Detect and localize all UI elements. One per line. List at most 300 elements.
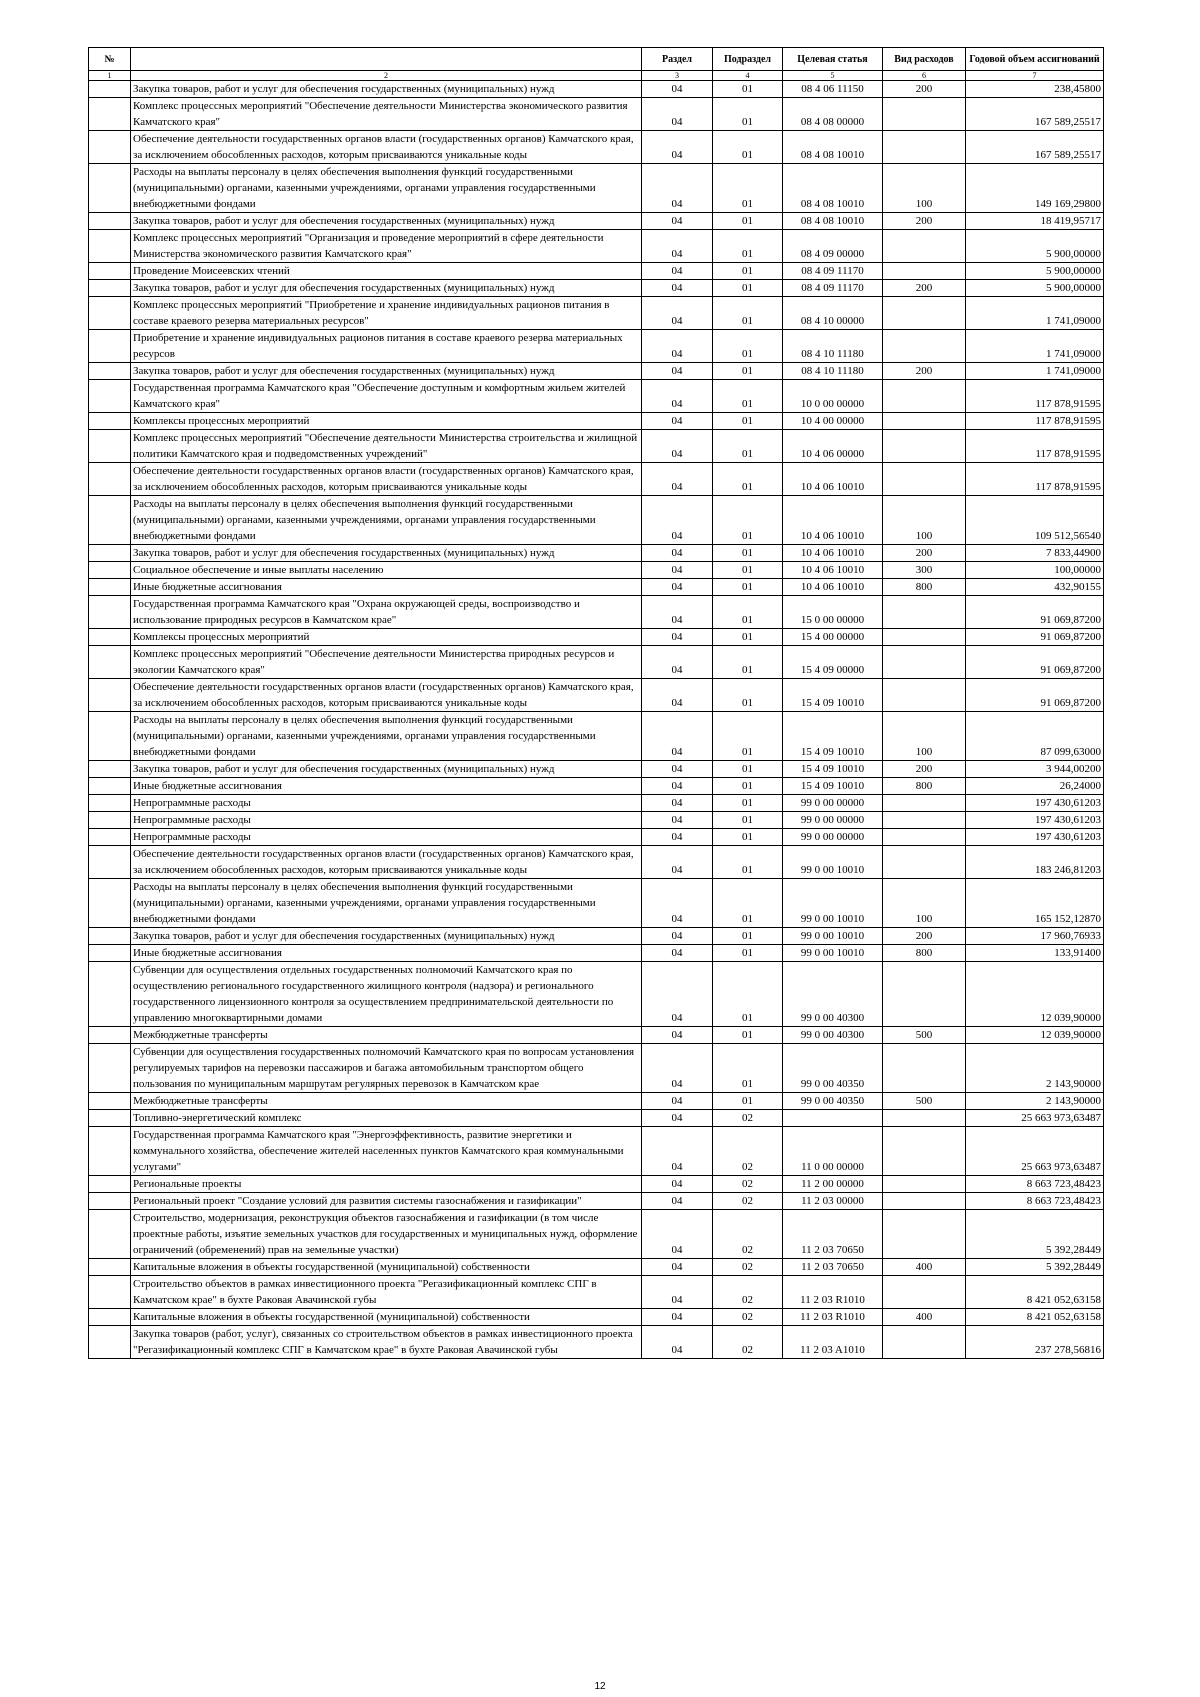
row-number-cell bbox=[89, 1193, 131, 1210]
row-subsection-cell: 01 bbox=[713, 263, 783, 280]
row-number-cell bbox=[89, 962, 131, 1027]
row-amount-cell: 8 663 723,48423 bbox=[966, 1176, 1104, 1193]
row-amount-cell: 109 512,56540 bbox=[966, 496, 1104, 545]
row-target-article-cell: 99 0 00 10010 bbox=[783, 928, 883, 945]
row-name-cell: Закупка товаров (работ, услуг), связанных со строительством объектов в рамках инвестиционного проекта "Регазификационный комплекс СПГ в Камчатском крае" в бухте Раковая Авачинской губы bbox=[131, 1326, 642, 1359]
row-subsection-cell: 02 bbox=[713, 1309, 783, 1326]
table-row bbox=[89, 263, 1104, 280]
row-subsection-cell: 01 bbox=[713, 81, 783, 98]
row-number-cell bbox=[89, 131, 131, 164]
row-number-cell bbox=[89, 1210, 131, 1259]
row-expense-type-cell bbox=[883, 829, 966, 846]
row-subsection-cell: 01 bbox=[713, 164, 783, 213]
row-name-cell: Приобретение и хранение индивидуальных рационов питания в составе краевого резерва материальных ресурсов bbox=[131, 330, 642, 363]
table-row bbox=[89, 1210, 1104, 1259]
row-number-cell bbox=[89, 297, 131, 330]
row-number-cell bbox=[89, 846, 131, 879]
row-name-cell: Строительство, модернизация, реконструкция объектов газоснабжения и газификации (в том числе проектные работы, изъятие земельных участков для государственных и муниципальных нужд, оформление ограничений (обременений) прав на земельные участки) bbox=[131, 1210, 642, 1259]
row-number-cell bbox=[89, 579, 131, 596]
row-section-cell: 04 bbox=[642, 230, 713, 263]
row-expense-type-cell bbox=[883, 380, 966, 413]
row-section-cell: 04 bbox=[642, 1110, 713, 1127]
row-subsection-cell: 02 bbox=[713, 1276, 783, 1309]
row-target-article-cell: 10 4 06 10010 bbox=[783, 545, 883, 562]
row-amount-cell: 18 419,95717 bbox=[966, 213, 1104, 230]
row-target-article-cell: 99 0 00 00000 bbox=[783, 795, 883, 812]
row-number-cell bbox=[89, 945, 131, 962]
row-subsection-cell: 01 bbox=[713, 213, 783, 230]
row-section-cell: 04 bbox=[642, 945, 713, 962]
row-amount-cell: 25 663 973,63487 bbox=[966, 1110, 1104, 1127]
row-subsection-cell: 02 bbox=[713, 1326, 783, 1359]
row-amount-cell: 5 900,00000 bbox=[966, 263, 1104, 280]
row-subsection-cell: 01 bbox=[713, 829, 783, 846]
row-amount-cell: 117 878,91595 bbox=[966, 463, 1104, 496]
table-row bbox=[89, 413, 1104, 430]
table-row bbox=[89, 280, 1104, 297]
row-amount-cell: 197 430,61203 bbox=[966, 812, 1104, 829]
row-amount-cell: 5 900,00000 bbox=[966, 280, 1104, 297]
row-section-cell: 04 bbox=[642, 297, 713, 330]
row-amount-cell: 117 878,91595 bbox=[966, 380, 1104, 413]
row-amount-cell: 8 663 723,48423 bbox=[966, 1193, 1104, 1210]
row-name-cell: Региональный проект "Создание условий для развития системы газоснабжения и газификации" bbox=[131, 1193, 642, 1210]
table-row bbox=[89, 879, 1104, 928]
row-target-article-cell: 15 4 09 00000 bbox=[783, 646, 883, 679]
table-row bbox=[89, 380, 1104, 413]
row-section-cell: 04 bbox=[642, 928, 713, 945]
table-row bbox=[89, 679, 1104, 712]
row-amount-cell: 91 069,87200 bbox=[966, 629, 1104, 646]
row-number-cell bbox=[89, 596, 131, 629]
row-subsection-cell: 01 bbox=[713, 562, 783, 579]
row-section-cell: 04 bbox=[642, 98, 713, 131]
row-target-article-cell: 10 4 06 10010 bbox=[783, 496, 883, 545]
row-section-cell: 04 bbox=[642, 879, 713, 928]
row-expense-type-cell: 300 bbox=[883, 562, 966, 579]
row-number-cell bbox=[89, 1259, 131, 1276]
row-name-cell: Иные бюджетные ассигнования bbox=[131, 945, 642, 962]
row-expense-type-cell bbox=[883, 131, 966, 164]
row-name-cell: Государственная программа Камчатского края "Энергоэффективность, развитие энергетики и коммунального хозяйства, обеспечение жителей населенных пунктов Камчатского края коммунальными услугами" bbox=[131, 1127, 642, 1176]
row-number-cell bbox=[89, 363, 131, 380]
row-target-article-cell: 08 4 08 00000 bbox=[783, 98, 883, 131]
row-name-cell: Субвенции для осуществления государственных полномочий Камчатского края по вопросам установления регулируемых тарифов на перевозки пассажиров и багажа автомобильным транспортом общего пользования по муниципальным маршрутам регулярных перевозок в Камчатском крае bbox=[131, 1044, 642, 1093]
column-number: 6 bbox=[883, 71, 966, 81]
row-amount-cell: 117 878,91595 bbox=[966, 413, 1104, 430]
row-number-cell bbox=[89, 330, 131, 363]
table-row bbox=[89, 1193, 1104, 1210]
row-number-cell bbox=[89, 81, 131, 98]
row-name-cell: Закупка товаров, работ и услуг для обеспечения государственных (муниципальных) нужд bbox=[131, 761, 642, 778]
row-name-cell: Закупка товаров, работ и услуг для обеспечения государственных (муниципальных) нужд bbox=[131, 280, 642, 297]
row-name-cell: Топливно-энергетический комплекс bbox=[131, 1110, 642, 1127]
row-name-cell: Непрограммные расходы bbox=[131, 812, 642, 829]
row-subsection-cell: 01 bbox=[713, 629, 783, 646]
row-section-cell: 04 bbox=[642, 562, 713, 579]
row-amount-cell: 91 069,87200 bbox=[966, 679, 1104, 712]
row-expense-type-cell bbox=[883, 1176, 966, 1193]
row-target-article-cell: 08 4 08 10010 bbox=[783, 164, 883, 213]
row-expense-type-cell bbox=[883, 330, 966, 363]
row-subsection-cell: 01 bbox=[713, 962, 783, 1027]
row-name-cell: Комплекс процессных мероприятий "Обеспечение деятельности Министерства строительства и жилищной политики Камчатского края и подведомственных учреждений" bbox=[131, 430, 642, 463]
row-number-cell bbox=[89, 812, 131, 829]
row-subsection-cell: 01 bbox=[713, 846, 783, 879]
row-expense-type-cell bbox=[883, 98, 966, 131]
table-row bbox=[89, 363, 1104, 380]
row-expense-type-cell: 100 bbox=[883, 879, 966, 928]
row-target-article-cell: 99 0 00 40300 bbox=[783, 962, 883, 1027]
table-row bbox=[89, 297, 1104, 330]
row-section-cell: 04 bbox=[642, 846, 713, 879]
row-subsection-cell: 01 bbox=[713, 363, 783, 380]
row-number-cell bbox=[89, 879, 131, 928]
row-section-cell: 04 bbox=[642, 280, 713, 297]
row-subsection-cell: 02 bbox=[713, 1193, 783, 1210]
row-amount-cell: 91 069,87200 bbox=[966, 646, 1104, 679]
row-expense-type-cell bbox=[883, 629, 966, 646]
row-expense-type-cell: 200 bbox=[883, 928, 966, 945]
row-target-article-cell: 99 0 00 10010 bbox=[783, 879, 883, 928]
row-number-cell bbox=[89, 1176, 131, 1193]
row-number-cell bbox=[89, 430, 131, 463]
row-expense-type-cell bbox=[883, 1276, 966, 1309]
row-expense-type-cell bbox=[883, 596, 966, 629]
row-name-cell: Иные бюджетные ассигнования bbox=[131, 579, 642, 596]
row-amount-cell: 8 421 052,63158 bbox=[966, 1276, 1104, 1309]
column-number: 3 bbox=[642, 71, 713, 81]
row-section-cell: 04 bbox=[642, 579, 713, 596]
row-name-cell: Расходы на выплаты персоналу в целях обеспечения выполнения функций государственными (муниципальными) органами, казенными учреждениями, органами управления государственными внебюджетными фондами bbox=[131, 879, 642, 928]
row-subsection-cell: 02 bbox=[713, 1176, 783, 1193]
row-target-article-cell: 10 4 06 10010 bbox=[783, 463, 883, 496]
row-subsection-cell: 02 bbox=[713, 1210, 783, 1259]
row-amount-cell: 26,24000 bbox=[966, 778, 1104, 795]
row-subsection-cell: 01 bbox=[713, 380, 783, 413]
row-name-cell: Иные бюджетные ассигнования bbox=[131, 778, 642, 795]
row-expense-type-cell bbox=[883, 1193, 966, 1210]
row-subsection-cell: 02 bbox=[713, 1110, 783, 1127]
column-number-row bbox=[89, 71, 1104, 81]
row-section-cell: 04 bbox=[642, 330, 713, 363]
row-name-cell: Комплексы процессных мероприятий bbox=[131, 629, 642, 646]
row-expense-type-cell: 100 bbox=[883, 712, 966, 761]
column-number: 1 bbox=[89, 71, 131, 81]
row-expense-type-cell: 200 bbox=[883, 213, 966, 230]
row-subsection-cell: 01 bbox=[713, 1027, 783, 1044]
row-section-cell: 04 bbox=[642, 430, 713, 463]
row-section-cell: 04 bbox=[642, 1276, 713, 1309]
row-subsection-cell: 01 bbox=[713, 579, 783, 596]
row-section-cell: 04 bbox=[642, 1326, 713, 1359]
row-target-article-cell: 15 4 09 10010 bbox=[783, 712, 883, 761]
row-name-cell: Обеспечение деятельности государственных органов власти (государственных органов) Камчатского края, за исключением обособленных расходов, которым присваиваются уникальные коды bbox=[131, 463, 642, 496]
table-row bbox=[89, 1309, 1104, 1326]
row-name-cell: Комплекс процессных мероприятий "Обеспечение деятельности Министерства природных ресурсов и экологии Камчатского края" bbox=[131, 646, 642, 679]
row-target-article-cell: 11 2 03 70650 bbox=[783, 1210, 883, 1259]
row-number-cell bbox=[89, 778, 131, 795]
row-expense-type-cell bbox=[883, 812, 966, 829]
row-number-cell bbox=[89, 1027, 131, 1044]
row-name-cell: Обеспечение деятельности государственных органов власти (государственных органов) Камчатского края, за исключением обособленных расходов, которым присваиваются уникальные коды bbox=[131, 679, 642, 712]
table-row bbox=[89, 579, 1104, 596]
row-section-cell: 04 bbox=[642, 413, 713, 430]
column-number: 2 bbox=[131, 71, 642, 81]
table-row bbox=[89, 131, 1104, 164]
row-subsection-cell: 02 bbox=[713, 1259, 783, 1276]
row-target-article-cell: 15 4 00 00000 bbox=[783, 629, 883, 646]
row-amount-cell: 1 741,09000 bbox=[966, 330, 1104, 363]
row-number-cell bbox=[89, 761, 131, 778]
row-section-cell: 04 bbox=[642, 213, 713, 230]
row-name-cell: Расходы на выплаты персоналу в целях обеспечения выполнения функций государственными (муниципальными) органами, казенными учреждениями, органами управления государственными внебюджетными фондами bbox=[131, 496, 642, 545]
column-number: 5 bbox=[783, 71, 883, 81]
row-name-cell: Закупка товаров, работ и услуг для обеспечения государственных (муниципальных) нужд bbox=[131, 363, 642, 380]
row-section-cell: 04 bbox=[642, 1044, 713, 1093]
row-target-article-cell: 15 4 09 10010 bbox=[783, 679, 883, 712]
row-amount-cell: 1 741,09000 bbox=[966, 363, 1104, 380]
row-amount-cell: 5 900,00000 bbox=[966, 230, 1104, 263]
row-subsection-cell: 01 bbox=[713, 330, 783, 363]
row-number-cell bbox=[89, 545, 131, 562]
row-section-cell: 04 bbox=[642, 380, 713, 413]
row-name-cell: Строительство объектов в рамках инвестиционного проекта "Регазификационный комплекс СПГ в Камчатском крае" в бухте Раковая Авачинской губы bbox=[131, 1276, 642, 1309]
row-expense-type-cell: 200 bbox=[883, 363, 966, 380]
row-amount-cell: 117 878,91595 bbox=[966, 430, 1104, 463]
row-target-article-cell: 10 4 06 10010 bbox=[783, 579, 883, 596]
row-number-cell bbox=[89, 629, 131, 646]
table-row bbox=[89, 213, 1104, 230]
row-subsection-cell: 01 bbox=[713, 297, 783, 330]
table-row bbox=[89, 778, 1104, 795]
row-subsection-cell: 01 bbox=[713, 131, 783, 164]
row-section-cell: 04 bbox=[642, 1093, 713, 1110]
table-row bbox=[89, 945, 1104, 962]
row-amount-cell: 149 169,29800 bbox=[966, 164, 1104, 213]
row-subsection-cell: 01 bbox=[713, 646, 783, 679]
row-amount-cell: 12 039,90000 bbox=[966, 1027, 1104, 1044]
row-name-cell: Закупка товаров, работ и услуг для обеспечения государственных (муниципальных) нужд bbox=[131, 928, 642, 945]
budget-table bbox=[88, 47, 1104, 1359]
row-section-cell: 04 bbox=[642, 164, 713, 213]
row-name-cell: Капитальные вложения в объекты государственной (муниципальной) собственности bbox=[131, 1309, 642, 1326]
header-name bbox=[131, 48, 642, 71]
row-name-cell: Комплекс процессных мероприятий "Обеспечение деятельности Министерства экономического развития Камчатского края" bbox=[131, 98, 642, 131]
row-name-cell: Расходы на выплаты персоналу в целях обеспечения выполнения функций государственными (муниципальными) органами, казенными учреждениями, органами управления государственными внебюджетными фондами bbox=[131, 712, 642, 761]
row-target-article-cell: 08 4 09 11170 bbox=[783, 280, 883, 297]
row-target-article-cell: 10 4 00 00000 bbox=[783, 413, 883, 430]
row-section-cell: 04 bbox=[642, 263, 713, 280]
row-section-cell: 04 bbox=[642, 545, 713, 562]
row-expense-type-cell: 800 bbox=[883, 778, 966, 795]
row-expense-type-cell bbox=[883, 1326, 966, 1359]
row-name-cell: Закупка товаров, работ и услуг для обеспечения государственных (муниципальных) нужд bbox=[131, 213, 642, 230]
row-number-cell bbox=[89, 829, 131, 846]
row-expense-type-cell: 200 bbox=[883, 545, 966, 562]
table-row bbox=[89, 812, 1104, 829]
table-row bbox=[89, 230, 1104, 263]
table-row bbox=[89, 596, 1104, 629]
table-row bbox=[89, 98, 1104, 131]
row-expense-type-cell bbox=[883, 1044, 966, 1093]
row-target-article-cell: 08 4 06 11150 bbox=[783, 81, 883, 98]
header-target-article: Целевая статья bbox=[783, 48, 883, 71]
table-row bbox=[89, 712, 1104, 761]
row-name-cell: Проведение Моисеевских чтений bbox=[131, 263, 642, 280]
row-expense-type-cell bbox=[883, 430, 966, 463]
row-target-article-cell: 11 2 03 R1010 bbox=[783, 1309, 883, 1326]
row-amount-cell: 2 143,90000 bbox=[966, 1093, 1104, 1110]
row-section-cell: 04 bbox=[642, 1210, 713, 1259]
row-name-cell: Непрограммные расходы bbox=[131, 795, 642, 812]
row-amount-cell: 238,45800 bbox=[966, 81, 1104, 98]
row-target-article-cell: 08 4 09 11170 bbox=[783, 263, 883, 280]
row-expense-type-cell bbox=[883, 263, 966, 280]
row-expense-type-cell: 100 bbox=[883, 496, 966, 545]
row-expense-type-cell bbox=[883, 795, 966, 812]
table-row bbox=[89, 1027, 1104, 1044]
row-number-cell bbox=[89, 280, 131, 297]
header-number: № bbox=[89, 48, 131, 71]
row-target-article-cell: 10 4 06 00000 bbox=[783, 430, 883, 463]
row-number-cell bbox=[89, 1044, 131, 1093]
row-name-cell: Закупка товаров, работ и услуг для обеспечения государственных (муниципальных) нужд bbox=[131, 545, 642, 562]
row-amount-cell: 133,91400 bbox=[966, 945, 1104, 962]
row-target-article-cell: 08 4 10 11180 bbox=[783, 363, 883, 380]
row-number-cell bbox=[89, 496, 131, 545]
row-amount-cell: 3 944,00200 bbox=[966, 761, 1104, 778]
row-amount-cell: 183 246,81203 bbox=[966, 846, 1104, 879]
row-target-article-cell: 99 0 00 40350 bbox=[783, 1044, 883, 1093]
row-target-article-cell: 15 4 09 10010 bbox=[783, 761, 883, 778]
page-number: 12 bbox=[594, 1681, 606, 1692]
row-expense-type-cell: 500 bbox=[883, 1027, 966, 1044]
row-target-article-cell: 15 0 00 00000 bbox=[783, 596, 883, 629]
row-name-cell: Комплекс процессных мероприятий "Организация и проведение мероприятий в сфере деятельности Министерства экономического развития Камчатского края" bbox=[131, 230, 642, 263]
row-target-article-cell: 99 0 00 10010 bbox=[783, 945, 883, 962]
row-name-cell: Государственная программа Камчатского края "Обеспечение доступным и комфортным жильем жителей Камчатского края" bbox=[131, 380, 642, 413]
row-section-cell: 04 bbox=[642, 778, 713, 795]
table-row bbox=[89, 562, 1104, 579]
row-subsection-cell: 01 bbox=[713, 795, 783, 812]
row-subsection-cell: 01 bbox=[713, 98, 783, 131]
table-row bbox=[89, 430, 1104, 463]
row-subsection-cell: 01 bbox=[713, 280, 783, 297]
row-section-cell: 04 bbox=[642, 1309, 713, 1326]
row-section-cell: 04 bbox=[642, 596, 713, 629]
row-expense-type-cell bbox=[883, 646, 966, 679]
row-amount-cell: 167 589,25517 bbox=[966, 131, 1104, 164]
row-amount-cell: 87 099,63000 bbox=[966, 712, 1104, 761]
table-row bbox=[89, 629, 1104, 646]
row-name-cell: Непрограммные расходы bbox=[131, 829, 642, 846]
table-row bbox=[89, 795, 1104, 812]
row-amount-cell: 5 392,28449 bbox=[966, 1210, 1104, 1259]
row-section-cell: 04 bbox=[642, 1176, 713, 1193]
row-name-cell: Обеспечение деятельности государственных органов власти (государственных органов) Камчатского края, за исключением обособленных расходов, которым присваиваются уникальные коды bbox=[131, 846, 642, 879]
table-row bbox=[89, 1127, 1104, 1176]
header-row bbox=[89, 48, 1104, 71]
row-target-article-cell: 08 4 10 11180 bbox=[783, 330, 883, 363]
row-number-cell bbox=[89, 413, 131, 430]
table-row bbox=[89, 164, 1104, 213]
row-expense-type-cell bbox=[883, 1127, 966, 1176]
row-amount-cell: 91 069,87200 bbox=[966, 596, 1104, 629]
header-subsection: Подраздел bbox=[713, 48, 783, 71]
row-subsection-cell: 01 bbox=[713, 463, 783, 496]
row-amount-cell: 8 421 052,63158 bbox=[966, 1309, 1104, 1326]
row-subsection-cell: 01 bbox=[713, 496, 783, 545]
row-expense-type-cell: 400 bbox=[883, 1259, 966, 1276]
row-section-cell: 04 bbox=[642, 1259, 713, 1276]
table-row bbox=[89, 1259, 1104, 1276]
table-row bbox=[89, 829, 1104, 846]
row-section-cell: 04 bbox=[642, 962, 713, 1027]
row-section-cell: 04 bbox=[642, 1027, 713, 1044]
row-name-cell: Комплексы процессных мероприятий bbox=[131, 413, 642, 430]
row-name-cell: Социальное обеспечение и иные выплаты населению bbox=[131, 562, 642, 579]
row-number-cell bbox=[89, 213, 131, 230]
row-number-cell bbox=[89, 380, 131, 413]
row-target-article-cell: 99 0 00 00000 bbox=[783, 812, 883, 829]
row-target-article-cell: 99 0 00 40350 bbox=[783, 1093, 883, 1110]
row-expense-type-cell: 200 bbox=[883, 280, 966, 297]
row-section-cell: 04 bbox=[642, 829, 713, 846]
row-target-article-cell: 99 0 00 40300 bbox=[783, 1027, 883, 1044]
row-amount-cell: 1 741,09000 bbox=[966, 297, 1104, 330]
row-subsection-cell: 02 bbox=[713, 1127, 783, 1176]
row-number-cell bbox=[89, 795, 131, 812]
row-subsection-cell: 01 bbox=[713, 1044, 783, 1093]
row-target-article-cell: 99 0 00 00000 bbox=[783, 829, 883, 846]
row-section-cell: 04 bbox=[642, 496, 713, 545]
row-name-cell: Обеспечение деятельности государственных органов власти (государственных органов) Камчатского края, за исключением обособленных расходов, которым присваиваются уникальные коды bbox=[131, 131, 642, 164]
row-name-cell: Государственная программа Камчатского края "Охрана окружающей среды, воспроизводство и использование природных ресурсов в Камчатском крае" bbox=[131, 596, 642, 629]
header-section: Раздел bbox=[642, 48, 713, 71]
row-name-cell: Региональные проекты bbox=[131, 1176, 642, 1193]
row-section-cell: 04 bbox=[642, 463, 713, 496]
row-subsection-cell: 01 bbox=[713, 679, 783, 712]
table-row bbox=[89, 545, 1104, 562]
row-number-cell bbox=[89, 1110, 131, 1127]
table-row bbox=[89, 646, 1104, 679]
row-target-article-cell: 10 4 06 10010 bbox=[783, 562, 883, 579]
table-row bbox=[89, 962, 1104, 1027]
row-amount-cell: 7 833,44900 bbox=[966, 545, 1104, 562]
row-amount-cell: 2 143,90000 bbox=[966, 1044, 1104, 1093]
row-subsection-cell: 01 bbox=[713, 945, 783, 962]
row-target-article-cell: 08 4 10 00000 bbox=[783, 297, 883, 330]
row-section-cell: 04 bbox=[642, 1193, 713, 1210]
row-subsection-cell: 01 bbox=[713, 879, 783, 928]
row-subsection-cell: 01 bbox=[713, 778, 783, 795]
row-subsection-cell: 01 bbox=[713, 230, 783, 263]
row-number-cell bbox=[89, 562, 131, 579]
row-number-cell bbox=[89, 98, 131, 131]
row-target-article-cell: 11 2 03 R1010 bbox=[783, 1276, 883, 1309]
row-expense-type-cell bbox=[883, 413, 966, 430]
table-body bbox=[89, 81, 1104, 1359]
row-subsection-cell: 01 bbox=[713, 761, 783, 778]
row-name-cell: Комплекс процессных мероприятий "Приобретение и хранение индивидуальных рационов питания в составе краевого резерва материальных ресурсов" bbox=[131, 297, 642, 330]
row-number-cell bbox=[89, 463, 131, 496]
row-number-cell bbox=[89, 164, 131, 213]
row-amount-cell: 197 430,61203 bbox=[966, 829, 1104, 846]
row-section-cell: 04 bbox=[642, 131, 713, 164]
table-row bbox=[89, 928, 1104, 945]
table-row bbox=[89, 1326, 1104, 1359]
